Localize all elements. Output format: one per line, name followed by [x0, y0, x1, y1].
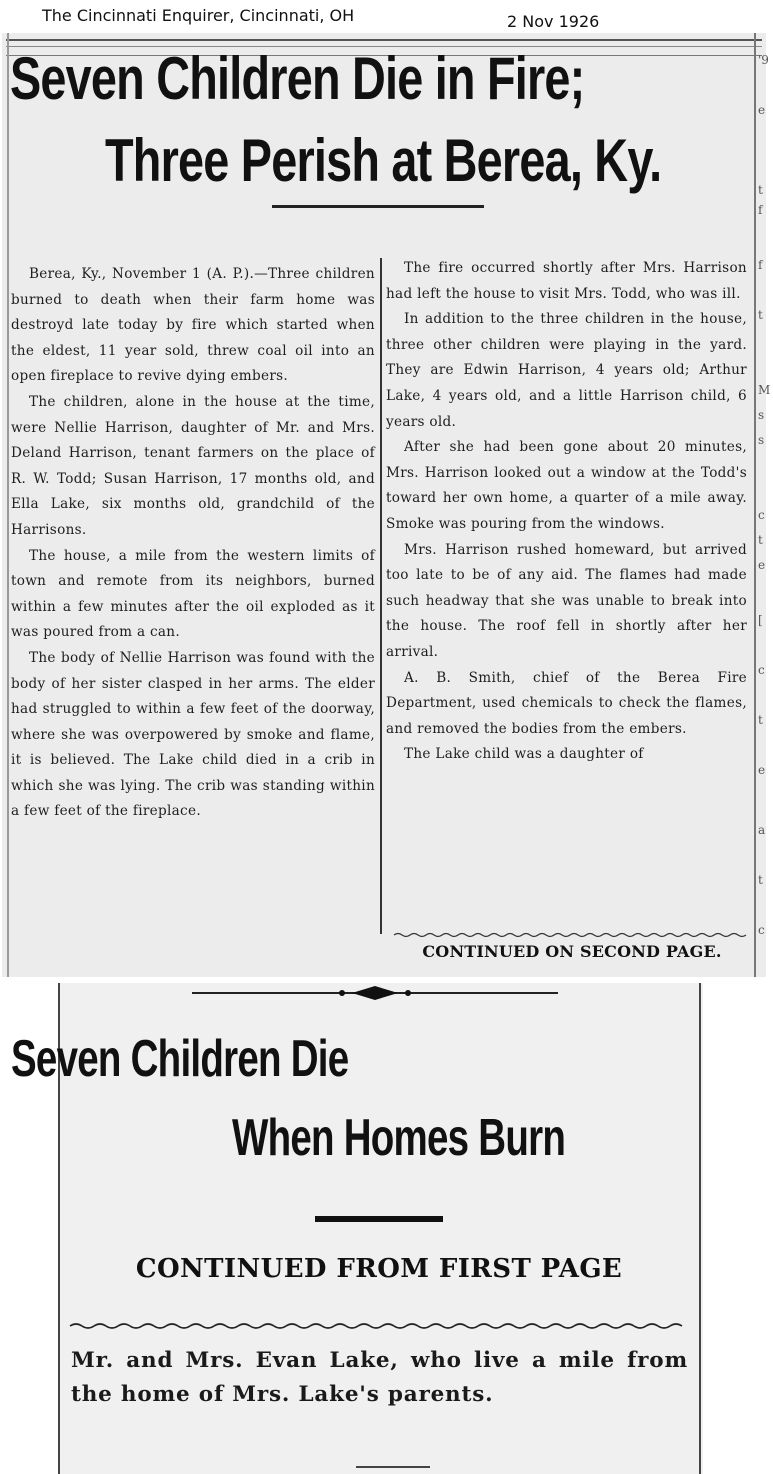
paragraph: A. B. Smith, chief of the Berea Fire Department, used chemicals to check the flames, and removed the bodies from the embers.: [386, 669, 747, 737]
edge-fragment: M: [758, 383, 771, 397]
edge-fragment: s: [758, 433, 765, 447]
paragraph: The body of Nellie Harrison was found with the body of her sister clasped in her arms. The elder had struggled to within a few feet of the doorway, where she was overpowered by smoke and flame, it is believed. The Lake child died in a crib in which she was lying. The crib was standing within a few feet of the fireplace.: [11, 649, 375, 820]
second-headline-line-1: Seven Children Die: [11, 1030, 349, 1088]
edge-fragment: e: [758, 103, 766, 117]
right-border: [699, 983, 701, 1474]
edge-fragment: [: [758, 613, 763, 627]
edge-fragment: t: [758, 183, 763, 197]
edge-fragment: f: [758, 258, 763, 272]
paragraph: The Lake child was a daughter of: [404, 746, 644, 763]
paragraph: The fire occurred shortly after Mrs. Harrison had left the house to visit Mrs. Todd, who was ill.: [386, 260, 747, 302]
wavy-rule: [394, 932, 748, 938]
paragraph: Berea, Ky., November 1 (A. P.).—Three children burned to death when their farm home was destroyd late today by fire which started when the eldest, 11 year sold, threw coal oil into an open fireplace to revive dying embers.: [11, 266, 375, 385]
headline-line-1: Seven Children Die in Fire;: [10, 45, 585, 112]
paragraph: After she had been gone about 20 minutes, Mrs. Harrison looked out a window at the Todd's toward her own home, a quarter of a mile away. Smoke was pouring from the windows.: [386, 439, 747, 532]
paragraph: Mr. and Mrs. Evan Lake, who live a mile from the home of Mrs. Lake's parents.: [71, 1348, 688, 1407]
edge-fragment: c: [758, 508, 765, 522]
edge-fragment: t: [758, 713, 763, 727]
wavy-rule: [70, 1322, 688, 1330]
paragraph: The children, alone in the house at the time, were Nellie Harrison, daughter of Mr. and Mrs. Deland Harrison, tenant farmers on the place of R. W. Todd; Susan Harrison, 17 months old, and Ella Lake, six months old, grandchild of the Harrisons.: [11, 393, 375, 538]
right-border: [754, 33, 756, 977]
continued-notice: CONTINUED ON SECOND PAGE.: [422, 942, 722, 961]
second-page-text: [71, 1344, 688, 1412]
headline-rule: [272, 205, 484, 208]
continued-notice: CONTINUED FROM FIRST PAGE: [135, 1254, 623, 1284]
source-label: The Cincinnati Enquirer, Cincinnati, OH: [42, 6, 355, 25]
edge-fragment: c: [758, 663, 765, 677]
edge-fragment: t: [758, 308, 763, 322]
edge-fragment: e: [758, 763, 766, 777]
paragraph: In addition to the three children in the house, three other children were playing in the yard. They are Edwin Harrison, 4 years old; Arthur Lake, 4 years old, and a little Harrison child, 6 years old.: [386, 311, 747, 430]
date-label: 2 Nov 1926: [507, 12, 600, 31]
paragraph: Mrs. Harrison rushed homeward, but arrived too late to be of any aid. The flames had made such headway that she was unable to break into the house. The roof fell in shortly after her arrival.: [386, 541, 747, 660]
second-headline-line-2: When Homes Burn: [232, 1109, 566, 1167]
edge-fragment: c: [758, 923, 765, 937]
bottom-rule: [356, 1466, 430, 1468]
edge-fragment: a: [758, 823, 766, 837]
edge-fragment: f: [758, 203, 763, 217]
edge-fragment: t: [758, 533, 763, 547]
edge-fragment: '9: [758, 53, 769, 67]
paragraph: The house, a mile from the western limits of town and remote from its neighbors, burned within a few minutes after the oil exploded as it was poured from a can.: [11, 547, 375, 641]
edge-fragment: e: [758, 558, 766, 572]
article-column-1: [11, 262, 375, 825]
ornament-rule: [192, 985, 558, 1001]
column-divider: [380, 258, 382, 934]
left-border: [7, 33, 9, 977]
headline-rule: [315, 1216, 443, 1222]
headline-line-2: Three Perish at Berea, Ky.: [105, 127, 662, 194]
edge-fragment: t: [758, 873, 763, 887]
edge-fragment: s: [758, 408, 765, 422]
article-column-2: [386, 256, 747, 768]
